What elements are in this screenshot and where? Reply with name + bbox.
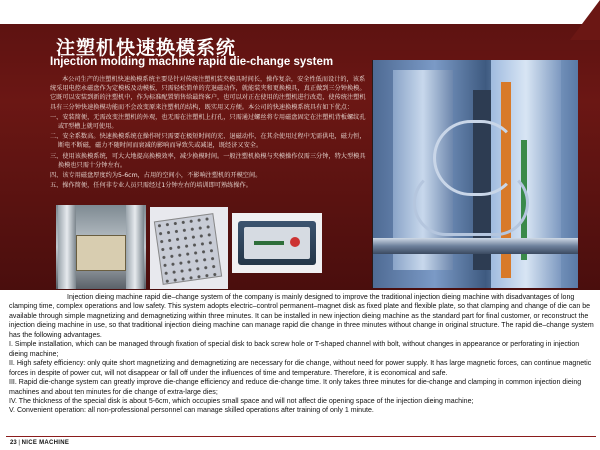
machine-photo	[372, 60, 578, 288]
footer-divider	[6, 436, 596, 437]
machine-cable	[413, 170, 529, 236]
magnetic-plate	[154, 213, 222, 285]
chinese-item-1: 一、安装简便，无需改变注塑机的外观，也无需在注塑机上打孔，只需通过螺丝将专用磁盘固定在注塑机背板螺纹孔或T型槽上就可使用。	[50, 113, 366, 131]
english-description	[9, 293, 595, 416]
machine-detail-photo	[56, 205, 146, 289]
chinese-item-4: 四、该专用磁盘厚度约为5-6cm，占用的空间小，不影响注塑机的开模空间。	[50, 172, 262, 180]
english-item-2: II. High safety efficiency: only quite short magnetizing and demagnetizing are necessary for die change, without need for power supply. It has large magnetic forces, can continue magnetic forces in despite of power cut, will not disappear or fall off under the influences of time and temperature. Therefore, it is economical and safe.	[9, 360, 592, 377]
english-intro: Injection dieing machine rapid die–change system of the company is mainly designed to improve the traditional injection dieing machine with disadvantages of long clamping time, complex operations and low safety. This system adopts electric–control permanent–magnet disk as fixed plate and flexible plate, so that clamping and change of die can be available through simple magnetizing and demagnetizing within three minutes. It can be installed in new injection dieing machine as the standard part for final customer, or reconstruct the injection dieing machine in use, so that traditional injection dieing machine can manage rapid die change in three minutes without change in original structure. The rapid die–change system has the following advantages.	[9, 294, 594, 339]
controller-display	[254, 241, 284, 245]
brand-name: NICE MACHINE	[21, 440, 70, 446]
footer-separator: |	[18, 440, 20, 446]
machine-tie-bar	[373, 238, 578, 254]
page-title-chinese: 注塑机快速换模系统	[56, 37, 237, 59]
chinese-item-3: 三、使用该换模系统，可大大地提高换模效率，减少换模时间。一般注塑机换模与夹模操作仅需三分钟，特大型模具换模也只需十分钟左右。	[50, 152, 366, 169]
top-margin	[0, 0, 600, 24]
page-number: 23	[10, 440, 17, 446]
english-item-3: III. Rapid die-change system can greatly improve die-change efficiency and reduce die-change time. It only takes three minutes for die-change and clamping in common injection dieing machines and about ten minutes for die change of extra-large dies;	[9, 379, 582, 396]
photo-column	[126, 205, 144, 289]
photo-plate	[76, 235, 126, 271]
controller-knob	[290, 237, 300, 247]
english-item-5: V. Convenient operation: all non-professional personnel can manage skilled operations after training of only 1 minute.	[9, 407, 374, 415]
chinese-description	[50, 75, 368, 191]
page-title-english: Injection molding machine rapid die-change system	[50, 56, 334, 68]
chinese-item-2: 二、安全系数高。快速换模系统在操作时只需要在极短时间的充、退磁动作，在其余使用过程中无需供电，磁力恒，断电不断磁，磁力不随时间而衰减的影响而导致失或减退，既经济又安全。	[50, 133, 366, 150]
controller-box-photo	[232, 213, 322, 273]
magnetic-plate-photo	[150, 207, 228, 289]
page-footer	[10, 440, 69, 446]
english-item-1: I. Simple installation, which can be managed through fixation of special disk to back screw hole or T-shaped channel with bolt, without changes in appearance or perforating in injection dieing machine;	[9, 341, 580, 358]
english-item-4: IV. The thickness of the special disk is about 5-6cm, which occupies small space and will not affect die opening space of the injection dieing machine;	[9, 397, 474, 405]
chinese-intro: 本公司生产的注塑机快速换模系统主要是针对传统注塑机装夹模具时间长，操作复杂，安全性低而设计的，该系统采用电控永磁盘作为定模板及动模板，只需轻松简单的充退磁动作，就能装夹和更换模具，真正做到三分钟换模。它既可以安装到新的注塑机中，作为标准配置销售给最终客户，也可以对正在使用的注塑机进行改造，使传统注塑机具有三分钟快速换模功能而不会改变原来注塑机的结构，既实用又方便。本公司的快速换模系统具有如下优点：	[50, 76, 366, 111]
photo-column	[58, 205, 76, 289]
chinese-item-5: 五、操作简便，任何非专业人员只需经过1分钟左右的培训即可熟练操作。	[50, 182, 252, 190]
